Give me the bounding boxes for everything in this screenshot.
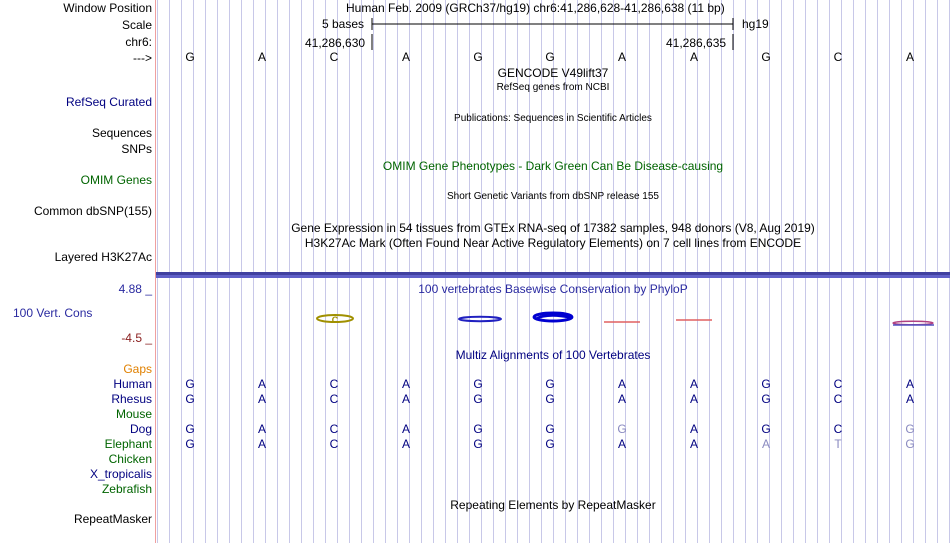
reference-base: G — [545, 50, 555, 64]
aligned-base: A — [401, 377, 410, 391]
aligned-base: A — [257, 377, 266, 391]
aligned-base: A — [761, 437, 770, 451]
aligned-base: A — [401, 392, 410, 406]
track-label-gaps[interactable]: Gaps — [123, 362, 152, 376]
aligned-base: G — [473, 422, 483, 436]
aligned-base: C — [329, 437, 339, 451]
coord-left: 41,286,630 — [305, 36, 366, 50]
species-label-zebrafish[interactable]: Zebrafish — [101, 482, 152, 496]
dbsnp-title[interactable]: Short Genetic Variants from dbSNP release 155 — [447, 191, 659, 202]
aligned-base: A — [689, 422, 698, 436]
aligned-base: C — [329, 377, 339, 391]
strand-arrow[interactable]: ---> — [133, 51, 152, 65]
track-label-h3k27ac[interactable]: Layered H3K27Ac — [54, 250, 152, 264]
scale-bases-text: 5 bases — [322, 17, 365, 31]
track-label-dbsnp[interactable]: Common dbSNP(155) — [33, 204, 152, 218]
aligned-base: A — [689, 392, 698, 406]
repeatmasker-title[interactable]: Repeating Elements by RepeatMasker — [450, 498, 656, 512]
scale-label: Scale — [121, 18, 152, 32]
reference-base: G — [473, 50, 483, 64]
species-label-rhesus[interactable]: Rhesus — [111, 392, 152, 406]
aligned-base: A — [905, 377, 914, 391]
separator-bar-bottom — [156, 275, 950, 278]
aligned-base: A — [617, 437, 626, 451]
coord-right: 41,286,635 — [666, 36, 727, 50]
gtex-title[interactable]: Gene Expression in 54 tissues from GTEx RNA-seq of 17382 samples, 948 donors (V8, Aug 2019) — [291, 221, 815, 235]
phylop-title[interactable]: 100 vertebrates Basewise Conservation by PhyloP — [418, 282, 688, 296]
h3k27ac-title[interactable]: H3K27Ac Mark (Often Found Near Active Regulatory Elements) on 7 cell lines from ENCODE — [304, 236, 802, 250]
aligned-base: G — [905, 437, 915, 451]
aligned-base: G — [473, 437, 483, 451]
position-title: Human Feb. 2009 (GRCh37/hg19) chr6:41,286,628-41,286,638 (11 bp) — [346, 1, 725, 15]
track-label-sequences[interactable]: Sequences — [91, 126, 152, 140]
aligned-base: T — [834, 437, 842, 451]
omim-title[interactable]: OMIM Gene Phenotypes - Dark Green Can Be Disease-causing — [382, 159, 724, 173]
reference-base: C — [329, 50, 339, 64]
aligned-base: C — [833, 377, 843, 391]
phylop-logo — [156, 300, 950, 336]
aligned-base: C — [329, 392, 339, 406]
aligned-base: G — [185, 377, 195, 391]
aligned-base: G — [185, 422, 195, 436]
aligned-base: A — [617, 392, 626, 406]
aligned-base: G — [473, 392, 483, 406]
reference-base: G — [761, 50, 771, 64]
aligned-base: G — [761, 422, 771, 436]
publications-title[interactable]: Publications: Sequences in Scientific Articles — [454, 113, 652, 124]
aligned-base: C — [833, 392, 843, 406]
track-label-snps[interactable]: SNPs — [121, 142, 152, 156]
species-label-chicken[interactable]: Chicken — [108, 452, 152, 466]
aligned-base: G — [617, 422, 627, 436]
chrom-label: chr6: — [125, 35, 152, 49]
species-label-x_tropicalis[interactable]: X_tropicalis — [89, 467, 152, 481]
aligned-base: A — [257, 422, 266, 436]
aligned-base: A — [257, 437, 266, 451]
track-label-phylop[interactable]: 100 Vert. Cons — [13, 306, 93, 320]
aligned-base: A — [617, 377, 626, 391]
aligned-base: C — [329, 422, 339, 436]
track-label-refseq[interactable]: RefSeq Curated — [65, 95, 152, 109]
aligned-base: G — [761, 377, 771, 391]
species-label-human[interactable]: Human — [113, 377, 152, 391]
species-label-elephant[interactable]: Elephant — [104, 437, 152, 451]
aligned-base: A — [401, 422, 410, 436]
aligned-base: A — [401, 437, 410, 451]
aligned-base: G — [185, 392, 195, 406]
track-label-repeatmasker[interactable]: RepeatMasker — [73, 512, 152, 526]
aligned-base: A — [257, 392, 266, 406]
aligned-base: G — [185, 437, 195, 451]
reference-base: A — [689, 50, 698, 64]
aligned-base: G — [905, 422, 915, 436]
reference-base: G — [185, 50, 195, 64]
reference-base: A — [905, 50, 914, 64]
aligned-base: A — [689, 377, 698, 391]
aligned-base: G — [545, 377, 555, 391]
aligned-base: A — [905, 392, 914, 406]
reference-base: A — [401, 50, 410, 64]
gencode-title[interactable]: GENCODE V49lift37 — [497, 66, 609, 80]
aligned-base: G — [761, 392, 771, 406]
aligned-base: G — [545, 422, 555, 436]
reference-base: C — [833, 50, 843, 64]
phylop-min-label: -4.5 _ — [121, 331, 152, 345]
aligned-base: A — [689, 437, 698, 451]
aligned-base: G — [473, 377, 483, 391]
logo-letter-c: C — [331, 315, 339, 325]
phylop-max-label: 4.88 _ — [118, 282, 152, 296]
scale-assembly: hg19 — [742, 17, 769, 31]
species-label-dog[interactable]: Dog — [129, 422, 152, 436]
multiz-title[interactable]: Multiz Alignments of 100 Vertebrates — [455, 348, 651, 362]
reference-base: A — [257, 50, 266, 64]
aligned-base: G — [545, 392, 555, 406]
window-position-label: Window Position — [63, 1, 152, 15]
species-label-mouse[interactable]: Mouse — [115, 407, 152, 421]
track-label-omim[interactable]: OMIM Genes — [80, 173, 152, 187]
refseq-title[interactable]: RefSeq genes from NCBI — [496, 82, 610, 93]
aligned-base: C — [833, 422, 843, 436]
aligned-base: G — [545, 437, 555, 451]
reference-base: A — [617, 50, 626, 64]
